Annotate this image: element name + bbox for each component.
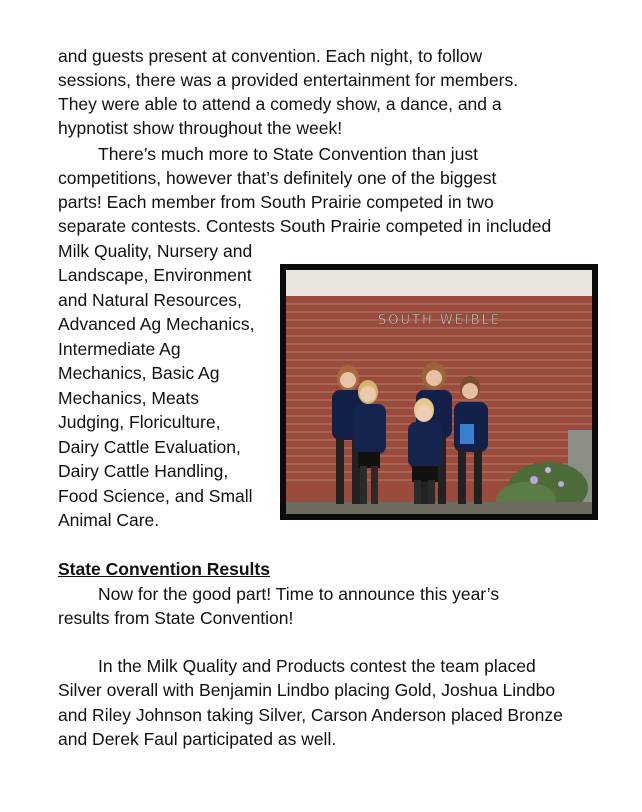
- convention-photo: [280, 264, 598, 520]
- body-line: Advanced Ag Mechanics,: [58, 314, 255, 334]
- body-line: and guests present at convention. Each night, to follow: [58, 46, 483, 66]
- body-line: Mechanics, Meats: [58, 388, 200, 408]
- body-line: sessions, there was a provided entertainment for members.: [58, 70, 519, 90]
- body-line: Judging, Floriculture,: [58, 412, 221, 432]
- results-line: and Riley Johnson taking Silver, Carson Anderson placed Bronze: [58, 705, 563, 725]
- body-line: There’s much more to State Convention than just: [98, 144, 479, 164]
- body-line: separate contests. Contests South Prairie competed in included: [58, 216, 552, 236]
- body-line: Landscape, Environment: [58, 265, 252, 285]
- body-line: and Natural Resources,: [58, 290, 242, 310]
- results-line: and Derek Faul participated as well.: [58, 729, 337, 749]
- body-line: Mechanics, Basic Ag: [58, 363, 220, 383]
- body-line: competitions, however that’s definitely one of the biggest: [58, 168, 497, 188]
- body-line: They were able to attend a comedy show, a dance, and a: [58, 94, 502, 114]
- results-line: Silver overall with Benjamin Lindbo placing Gold, Joshua Lindbo: [58, 680, 556, 700]
- body-line: Milk Quality, Nursery and: [58, 241, 253, 261]
- body-line: Food Science, and Small: [58, 486, 253, 506]
- body-line: parts! Each member from South Prairie competed in two: [58, 192, 494, 212]
- body-line: Intermediate Ag: [58, 339, 181, 359]
- results-line: Now for the good part! Time to announce this year’s: [98, 584, 500, 604]
- group-photo-image: [286, 270, 592, 514]
- body-line: hypnotist show throughout the week!: [58, 118, 343, 138]
- body-line: Dairy Cattle Evaluation,: [58, 437, 241, 457]
- results-line: results from State Convention!: [58, 608, 294, 628]
- section-heading: State Convention Results: [58, 559, 270, 579]
- sign-text: SOUTH WEIBLE: [378, 313, 502, 328]
- results-line: In the Milk Quality and Products contest the team placed: [98, 656, 536, 676]
- body-line: Animal Care.: [58, 510, 160, 530]
- body-line: Dairy Cattle Handling,: [58, 461, 229, 481]
